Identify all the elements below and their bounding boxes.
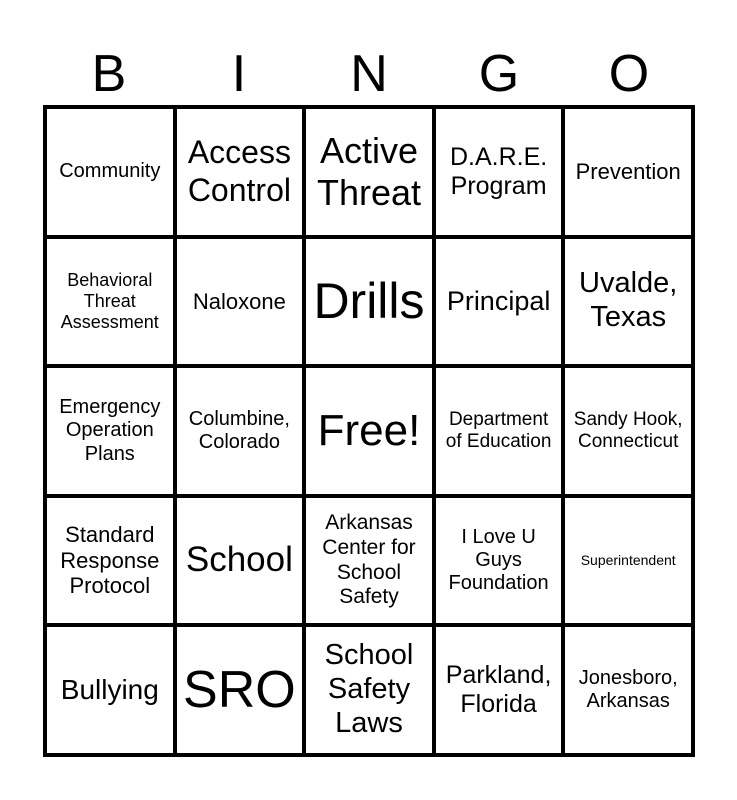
cell-label: School [185, 540, 293, 580]
cell-label: D.A.R.E. Program [449, 142, 548, 200]
bingo-header [44, 44, 694, 104]
cell-label: Arkansas Center for School Safety [322, 511, 416, 609]
cell-label: Access Control [187, 134, 291, 208]
bingo-cell[interactable] [175, 625, 305, 755]
bingo-cell[interactable] [563, 366, 693, 496]
bingo-cell[interactable] [175, 366, 305, 496]
bingo-cell[interactable] [45, 237, 175, 367]
bingo-cell[interactable] [45, 107, 175, 237]
bingo-cell[interactable] [304, 625, 434, 755]
cell-label: Drills [313, 273, 425, 330]
cell-label: Uvalde, Texas [579, 267, 678, 334]
cell-label: Sandy Hook, Connecticut [573, 408, 683, 452]
bingo-cell[interactable] [434, 366, 564, 496]
cell-label: Columbine, Colorado [188, 407, 290, 453]
bingo-cell[interactable] [304, 496, 434, 626]
bingo-grid [43, 105, 695, 757]
bingo-cell[interactable] [563, 625, 693, 755]
cell-label: SRO [183, 660, 296, 719]
cell-label: School Safety Laws [324, 639, 414, 740]
bingo-cell[interactable] [304, 107, 434, 237]
cell-label: Principal [446, 285, 551, 316]
header-letter-i: I [231, 45, 247, 103]
bingo-cell[interactable] [45, 496, 175, 626]
cell-label: Prevention [575, 158, 681, 184]
bingo-cell[interactable] [434, 496, 564, 626]
cell-label: Standard Response Protocol [60, 521, 160, 599]
cell-label: Bullying [60, 673, 159, 705]
bingo-cell[interactable] [45, 366, 175, 496]
free-space-cell[interactable] [304, 366, 434, 496]
bingo-cell[interactable] [563, 237, 693, 367]
cell-label: Parkland, Florida [445, 660, 552, 719]
cell-label: Emergency Operation Plans [59, 395, 161, 465]
cell-label: Superintendent [580, 552, 676, 569]
free-space-label: Free! [317, 406, 421, 456]
cell-label: Jonesboro, Arkansas [578, 666, 678, 713]
cell-label: Community [59, 160, 161, 183]
bingo-cell[interactable] [45, 625, 175, 755]
cell-label: Naloxone [192, 288, 286, 314]
bingo-cell[interactable] [563, 496, 693, 626]
header-letter-g: G [478, 45, 520, 103]
bingo-cell[interactable] [175, 237, 305, 367]
bingo-cell[interactable] [563, 107, 693, 237]
cell-label: I Love U Guys Foundation [448, 525, 549, 595]
bingo-cell[interactable] [175, 496, 305, 626]
bingo-cell[interactable] [175, 107, 305, 237]
cell-label: Department of Education [445, 408, 552, 452]
cell-label: Behavioral Threat Assessment [60, 269, 159, 332]
header-letter-n: N [350, 45, 388, 103]
cell-label: Active Threat [316, 129, 422, 213]
header-letter-b: B [91, 45, 127, 103]
header-letter-o: O [608, 45, 650, 103]
bingo-cell[interactable] [434, 625, 564, 755]
bingo-cell[interactable] [304, 237, 434, 367]
bingo-cell[interactable] [434, 237, 564, 367]
bingo-cell[interactable] [434, 107, 564, 237]
